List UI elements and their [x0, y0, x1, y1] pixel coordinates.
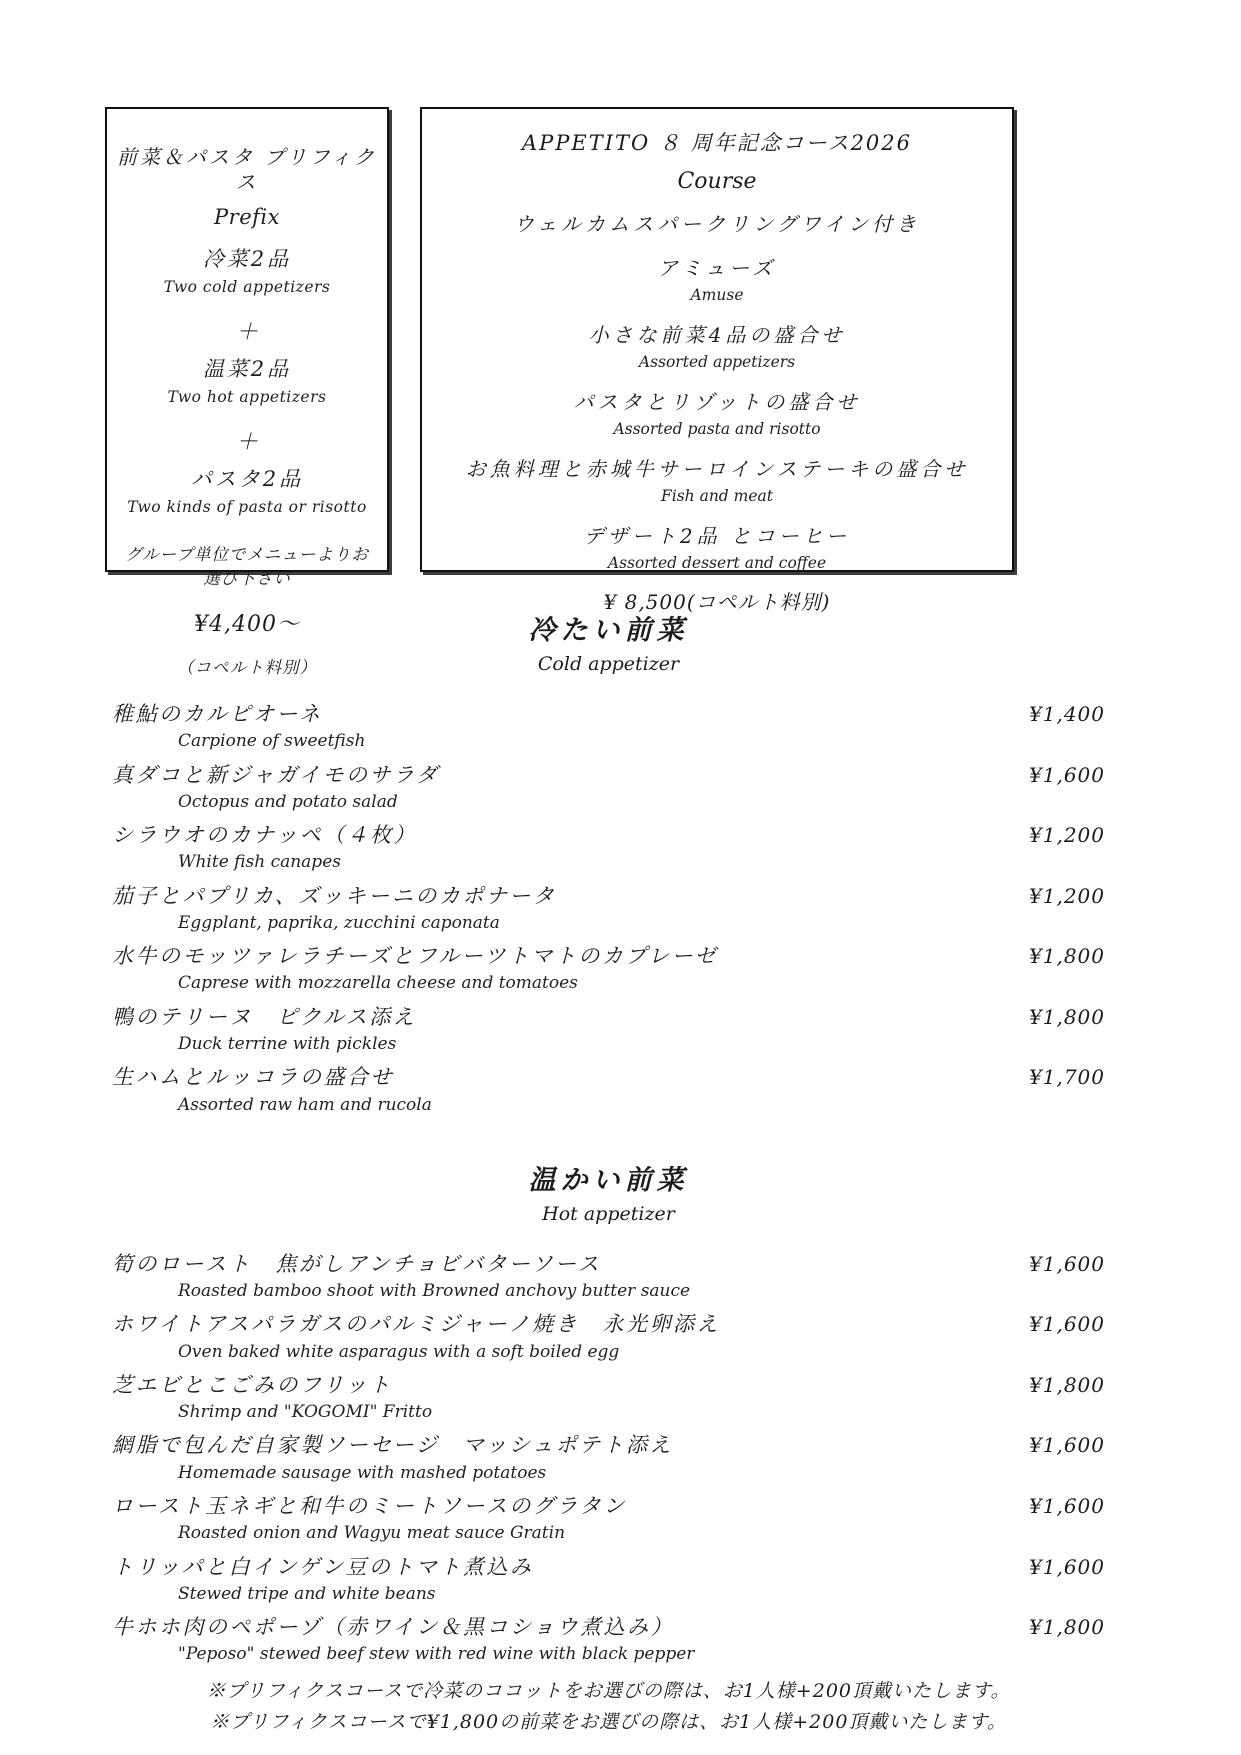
plus-sign: ＋: [235, 320, 258, 346]
menu-item-row: [112, 883, 1105, 910]
prefix-item-jp: 冷菜2品: [202, 247, 292, 272]
menu-item-row: [112, 701, 1105, 728]
item-name-jp: 芝エビとこごみのフリット: [112, 1372, 393, 1397]
course-item: [436, 386, 998, 438]
menu-item-row: [112, 1432, 1105, 1459]
prefix-item-en: Two cold appetizers: [163, 278, 331, 297]
section-heading-jp: 冷たい前菜: [528, 615, 689, 646]
prefix-course-box: [105, 107, 389, 677]
menu-item: [112, 1493, 1105, 1545]
item-name-en: "Peposo" stewed beef stew with red wine with black pepper: [178, 1644, 695, 1665]
menu-item: [112, 1251, 1105, 1303]
prefix-group-note: グループ単位でメニューよりお選び下さい: [125, 544, 369, 588]
menu-item-row: [112, 762, 1105, 789]
cold-appetizer-items: [112, 701, 1105, 1116]
course-item-en: Assorted appetizers: [638, 353, 796, 371]
item-price: ¥1,600: [1029, 1251, 1105, 1276]
prefix-box-title-jp: 前菜＆パスタ プリフィクス: [117, 145, 377, 194]
course-box-subtitle: Course: [677, 169, 757, 194]
item-price: ¥1,800: [1029, 1004, 1105, 1029]
item-price: ¥1,400: [1029, 702, 1105, 726]
menu-item: [112, 1064, 1105, 1116]
course-item-en: Fish and meat: [661, 487, 773, 505]
course-item-en: Amuse: [690, 286, 744, 304]
menu-item: [112, 1311, 1105, 1363]
menu-item-row: [112, 943, 1105, 970]
menu-item-row: [112, 1372, 1105, 1399]
course-price: ¥ 8,500(コペルト料別): [603, 590, 831, 614]
item-name-en: Roasted onion and Wagyu meat sauce Gratin: [178, 1523, 566, 1544]
anniversary-course-box: [420, 107, 1014, 614]
course-item: [436, 520, 998, 572]
item-name-en: Duck terrine with pickles: [178, 1034, 397, 1055]
course-box-title: APPETITO ８ 周年記念コース2026: [521, 131, 913, 155]
footnote: ※プリフィクスコースで冷菜のココットをお選びの際は、お1人様+200頂戴いたします。: [206, 1679, 1011, 1702]
plus-sign: ＋: [235, 429, 258, 455]
menu-item: [112, 1004, 1105, 1056]
course-welcome-note: ウェルカムスパークリングワイン付き: [513, 212, 921, 236]
item-name-jp: 水牛のモッツァレラチーズとフルーツトマトのカプレーゼ: [112, 944, 719, 969]
item-name-jp: 真ダコと新ジャガイモのサラダ: [112, 762, 440, 787]
prefix-price: ¥4,400～: [194, 611, 300, 637]
item-name-jp: トリッパと白インゲン豆のトマト煮込み: [112, 1554, 534, 1579]
course-item-en: Assorted pasta and risotto: [613, 420, 821, 438]
item-price: ¥1,600: [1029, 1494, 1105, 1519]
item-name-jp: 茄子とパプリカ、ズッキーニのカポナータ: [112, 883, 557, 908]
item-name-en: Homemade sausage with mashed potatoes: [178, 1462, 547, 1483]
course-item: [436, 252, 998, 304]
item-name-jp: 網脂で包んだ自家製ソーセージ マッシュポテト添え: [112, 1433, 674, 1458]
item-name-jp: 稚鮎のカルピオーネ: [112, 702, 323, 726]
course-item-jp: お魚料理と赤城牛サーロインステーキの盛合せ: [465, 457, 969, 481]
item-name-en: Carpione of sweetfish: [178, 731, 366, 752]
item-name-jp: ロースト玉ネギと和牛のミートソースのグラタン: [112, 1494, 627, 1519]
item-name-jp: 筍のロースト 焦がしアンチョビバターソース: [112, 1251, 602, 1276]
course-item-jp: アミューズ: [657, 256, 777, 280]
item-name-en: White fish canapes: [178, 852, 341, 873]
section-hot-appetizer: [112, 1158, 1105, 1666]
item-price: ¥1,800: [1029, 1372, 1105, 1397]
course-item-jp: 小さな前菜4品の盛合せ: [588, 323, 846, 347]
prefix-item-en: Two hot appetizers: [167, 388, 327, 407]
menu-item: [112, 883, 1105, 935]
item-name-jp: ホワイトアスパラガスのパルミジャーノ焼き 永光卵添え: [112, 1312, 721, 1337]
course-item-en: Assorted dessert and coffee: [607, 554, 827, 572]
item-price: ¥1,600: [1029, 1433, 1105, 1458]
section-heading-jp: 温かい前菜: [528, 1164, 689, 1196]
course-item-jp: デザート2品 とコーヒー: [583, 524, 851, 548]
menu-item: [112, 762, 1105, 814]
item-price: ¥1,200: [1029, 823, 1105, 848]
course-list: [436, 252, 998, 572]
prefix-box-title-en: Prefix: [214, 205, 280, 229]
item-name-en: Stewed tripe and white beans: [178, 1583, 436, 1604]
menu-item-row: [112, 1251, 1105, 1278]
prefix-item-jp: 温菜2品: [202, 357, 292, 382]
prefix-item-jp: パスタ2品: [190, 466, 304, 491]
item-name-jp: 鴨のテリーヌ ピクルス添え: [112, 1004, 417, 1029]
menu-main: [0, 608, 1241, 1738]
item-price: ¥1,600: [1029, 1554, 1105, 1579]
menu-item-row: [112, 1311, 1105, 1338]
menu-item-row: [112, 822, 1105, 849]
item-name-en: Shrimp and "KOGOMI" Fritto: [178, 1402, 433, 1423]
item-price: ¥1,800: [1029, 1615, 1105, 1640]
item-name-en: Caprese with mozzarella cheese and tomatoes: [178, 973, 578, 994]
item-name-en: Eggplant, paprika, zucchini caponata: [178, 912, 500, 933]
item-name-en: Assorted raw ham and rucola: [178, 1094, 432, 1115]
item-price: ¥1,600: [1029, 1312, 1105, 1337]
item-price: ¥1,600: [1029, 762, 1105, 787]
section-cold-appetizer: [112, 608, 1105, 1116]
item-price: ¥1,800: [1029, 944, 1105, 969]
section-heading: [112, 1158, 1105, 1225]
course-item: [436, 319, 998, 371]
item-name-en: Roasted bamboo shoot with Browned anchovy butter sauce: [178, 1281, 691, 1302]
prefix-item-en: Two kinds of pasta or risotto: [127, 498, 367, 517]
hot-appetizer-items: [112, 1251, 1105, 1666]
menu-item-row: [112, 1064, 1105, 1091]
menu-item: [112, 701, 1105, 753]
footnotes: [112, 1676, 1105, 1739]
menu-item-row: [112, 1493, 1105, 1520]
section-heading-en: Hot appetizer: [542, 1202, 675, 1225]
item-name-en: Oven baked white asparagus with a soft boiled egg: [178, 1341, 620, 1362]
menu-item: [112, 1554, 1105, 1606]
menu-item: [112, 1372, 1105, 1424]
menu-item-row: [112, 1004, 1105, 1031]
section-heading-en: Cold appetizer: [537, 653, 680, 675]
course-item: [436, 453, 998, 505]
menu-item: [112, 943, 1105, 995]
menu-item-row: [112, 1554, 1105, 1581]
menu-item-row: [112, 1614, 1105, 1641]
menu-item: [112, 1614, 1105, 1666]
item-price: ¥1,200: [1029, 883, 1105, 908]
item-name-jp: 牛ホホ肉のペポーゾ（赤ワイン＆黒コショウ煮込み）: [112, 1615, 675, 1640]
item-name-jp: シラウオのカナッペ（４枚）: [112, 823, 418, 848]
menu-item: [112, 1432, 1105, 1484]
prefix-coperto-note: （コペルト料別）: [177, 657, 317, 677]
menu-item: [112, 822, 1105, 874]
item-price: ¥1,700: [1029, 1065, 1105, 1090]
course-item-jp: パスタとリゾットの盛合せ: [573, 390, 861, 414]
item-name-en: Octopus and potato salad: [178, 791, 398, 812]
item-name-jp: 生ハムとルッコラの盛合せ: [112, 1065, 394, 1090]
footnote: ※プリフィクスコースで¥1,800の前菜をお選びの際は、お1人様+200頂戴いたします。: [210, 1711, 1007, 1733]
